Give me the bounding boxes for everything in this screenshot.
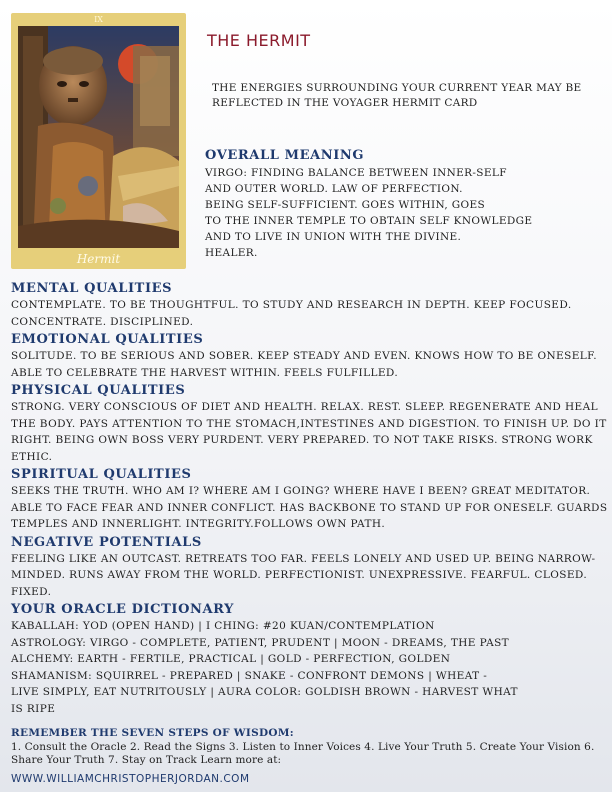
physical-qualities-text: STRONG. VERY CONSCIOUS OF DIET AND HEALTH. RELAX. REST. SLEEP. REGENERATE AND HEAL THE BODY. PAYS ATTENTION TO THE STOMACH,INTESTINES AND DIGESTION. TO FINISH UP. DO IT RIGHT. BEING OWN BOSS VERY PURDENT. VERY PREPARED. TO NOT TAKE RISKS. STRONG WORK ETHIC. (11, 401, 607, 463)
emotional-qualities-section (11, 332, 609, 381)
overall-line: BEING SELF-SUFFICIENT. GOES WITHIN, GOES (205, 199, 486, 211)
intro-text: THE ENERGIES SURROUNDING YOUR CURRENT YEAR MAY BE REFLECTED IN THE VOYAGER HERMIT CARD (212, 82, 582, 109)
overall-meaning-text (205, 165, 605, 261)
wisdom-footer (11, 727, 609, 786)
qualities-sections (11, 281, 609, 719)
oracle-line: KABALLAH: YOD (OPEN HAND) | I CHING: #20 KUAN/CONTEMPLATION (11, 620, 435, 632)
overall-line: TO THE INNER TEMPLE TO OBTAIN SELF KNOWLEDGE (205, 215, 533, 227)
oracle-line: ASTROLOGY: VIRGO - COMPLETE, PATIENT, PRUDENT | MOON - DREAMS, THE PAST (11, 636, 510, 649)
page-title: THE HERMIT (207, 31, 311, 50)
overall-line: HEALER. (205, 247, 258, 259)
negative-potentials-text: FEELING LIKE AN OUTCAST. RETREATS TOO FAR. FEELS LONELY AND USED UP. BEING NARROW-MINDED. RUNS AWAY FROM THE WORLD. PERFECTIONIST. UNEXPRESSIVE. FEARFUL. CLOSED. FIXED. (11, 552, 596, 598)
card-artwork (18, 26, 179, 248)
website-link[interactable]: WWW.WILLIAMCHRISTOPHERJORDAN.COM (11, 773, 250, 785)
overall-meaning-heading: OVERALL MEANING (205, 148, 365, 163)
emotional-qualities-text: SOLITUDE. TO BE SERIOUS AND SOBER. KEEP STEADY AND EVEN. KNOWS HOW TO BE ONESELF. ABLE TO CELEBRATE THE HARVEST WITHIN. FEELS FULFILLED. (11, 350, 597, 379)
spiritual-qualities-text: SEEKS THE TRUTH. WHO AM I? WHERE AM I GOING? WHERE HAVE I BEEN? GREAT MEDITATOR. ABLE TO FACE FEAR AND INNER CONFLICT. HAS BACKBONE TO STAND UP FOR ONESELF. GUARDS TEMPLES AND INNERLIGHT. INTEGRITY.FOLLOWS OWN PATH. (11, 485, 608, 530)
overall-meaning-section (205, 148, 605, 261)
oracle-dictionary-heading: YOUR ORACLE DICTIONARY (11, 602, 235, 617)
hermit-tarot-card (11, 13, 186, 269)
wisdom-heading: REMEMBER THE SEVEN STEPS OF WISDOM: (11, 727, 294, 739)
spiritual-qualities-section (11, 467, 609, 533)
physical-qualities-heading: PHYSICAL QUALITIES (11, 383, 186, 398)
oracle-line: ALCHEMY: EARTH - FERTILE, PRACTICAL | GOLD - PERFECTION, GOLDEN (11, 653, 451, 665)
mental-qualities-section (11, 281, 609, 330)
negative-potentials-section (11, 535, 609, 601)
emotional-qualities-heading: EMOTIONAL QUALITIES (11, 332, 204, 347)
card-numeral: IX (94, 15, 103, 24)
oracle-line: IS RIPE (11, 702, 56, 715)
overall-line: AND OUTER WORLD. LAW OF PERFECTION. (205, 183, 463, 195)
card-name: Hermit (76, 252, 121, 266)
wisdom-steps: 1. Consult the Oracle 2. Read the Signs 3. Listen to Inner Voices 4. Live Your Truth 5. Create Your Vision 6. Share Your Truth 7. Stay on Track Learn more at: (11, 741, 595, 766)
oracle-line: LIVE SIMPLY, EAT NUTRITOUSLY | AURA COLOR: GOLDISH BROWN - HARVEST WHAT (11, 686, 518, 698)
oracle-line: SHAMANISM: SQUIRREL - PREPARED | SNAKE - CONFRONT DEMONS | WHEAT - (11, 669, 488, 682)
oracle-dictionary-section (11, 602, 609, 717)
overall-line: VIRGO: FINDING BALANCE BETWEEN INNER-SELF (205, 167, 507, 179)
spiritual-qualities-heading: SPIRITUAL QUALITIES (11, 467, 192, 482)
mental-qualities-text: CONTEMPLATE. TO BE THOUGHTFUL. TO STUDY AND RESEARCH IN DEPTH. KEEP FOCUSED. CONCENTRATE. DISCIPLINED. (11, 299, 572, 328)
oracle-dictionary-text (11, 618, 609, 717)
overall-line: AND TO LIVE IN UNION WITH THE DIVINE. (205, 231, 462, 243)
physical-qualities-section (11, 383, 609, 465)
mental-qualities-heading: MENTAL QUALITIES (11, 281, 173, 296)
negative-potentials-heading: NEGATIVE POTENTIALS (11, 534, 202, 550)
